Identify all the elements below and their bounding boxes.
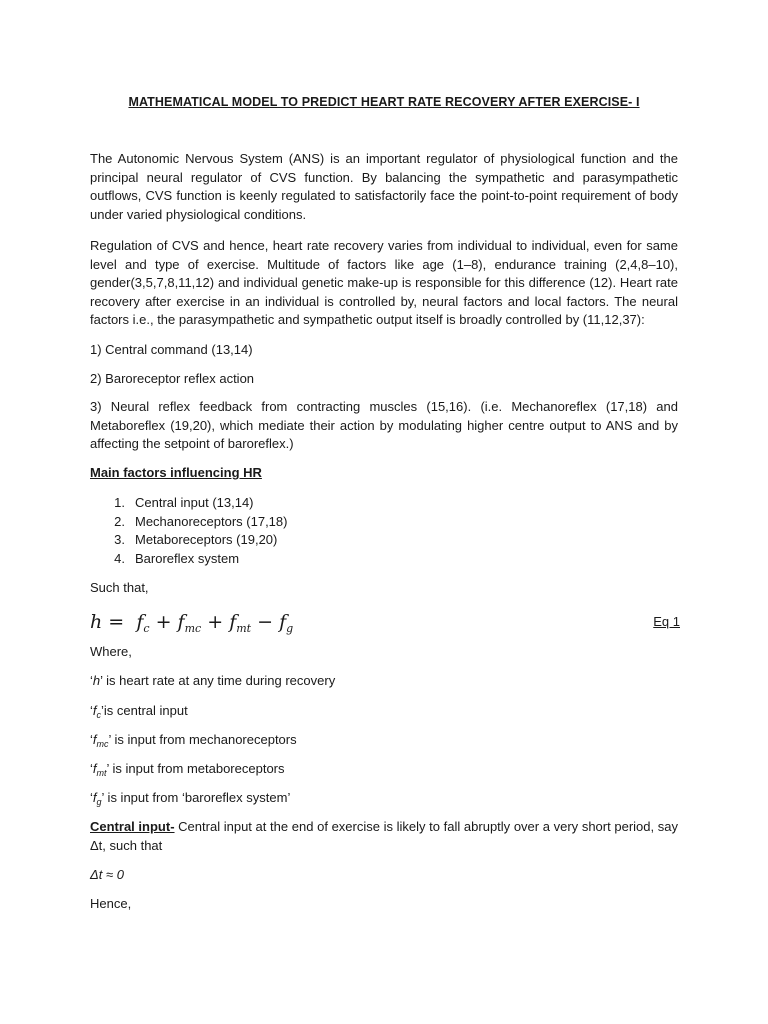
equation-label: Eq 1	[653, 614, 680, 629]
definition-fc: ‘$f_c’is$ central input	[90, 703, 188, 720]
control-item-1: 1) Central command (13,14)	[90, 342, 253, 357]
eq-minus: −	[257, 611, 274, 633]
eq-plus-1: +	[155, 611, 172, 633]
list-item-text: Central input (13,14)	[135, 495, 254, 510]
list-item	[90, 494, 678, 513]
such-that-text: Such that,	[90, 580, 149, 595]
definition-fg: ‘$f_g$’ is input from ‘baroreflex system’	[90, 790, 291, 807]
list-item-number: 1.	[114, 495, 125, 510]
list-item-text: Metaboreceptors (19,20)	[135, 532, 278, 547]
central-input-heading: Central input-	[90, 819, 175, 834]
regulation-paragraph: Regulation of CVS and hence, heart rate recovery varies from individual to individual, even for same level and type of exercise. Multitude of factors like age (1–8), endurance training (2,4,8–10), gender(3,5,7,8,11,12) and individual genetic make-up is responsible for this difference (12). Heart rate recovery after exercise in an individual is controlled by, neural factors and local factors. The neural factors i.e., the parasympathetic and sympathetic output itself is broadly controlled by (11,12,37):	[90, 238, 678, 327]
factors-list	[90, 494, 678, 568]
list-item	[90, 531, 678, 550]
control-item-3: 3) Neural reflex feedback from contracting muscles (15,16). (i.e. Mechanoreflex (17,18) and Metaboreflex (19,20), which mediate their action by modulating higher centre output to ANS and by affecting the setpoint of baroreflex.)	[90, 399, 678, 451]
list-item-text: Mechanoreceptors (17,18)	[135, 513, 288, 529]
factors-heading: Main factors influencing HR	[90, 465, 262, 480]
eq-fmt: $f_{mt}$	[229, 611, 252, 635]
definition-h: ‘h’ is heart rate at any time during recovery	[90, 673, 336, 688]
delta-expression: Δt ≈ 0	[90, 867, 124, 882]
eq-fmc: $f_{mc}$	[177, 611, 202, 635]
equation-1	[90, 608, 680, 636]
eq-fc: $f_c$	[136, 611, 150, 635]
central-input-text: Central input at the end of exercise is likely to fall abruptly over a very short period, say Δt, such that	[90, 819, 678, 853]
definition-fmc: ‘$f_{mc}$’ is input from mechanoreceptors	[90, 732, 297, 749]
central-input-paragraph	[90, 818, 678, 855]
eq-plus-2: +	[207, 611, 224, 633]
control-item-2: 2) Baroreceptor reflex action	[90, 371, 255, 386]
list-item	[90, 550, 678, 569]
list-item-text: Baroreflex system	[135, 550, 240, 566]
definition-fmt: ‘$f_{mt}$’ is input from metaboreceptors	[90, 761, 285, 778]
eq-h: h	[90, 611, 103, 633]
list-item-number: 4.	[114, 550, 125, 566]
list-item-number: 3.	[114, 532, 125, 547]
page-title: MATHEMATICAL MODEL TO PREDICT HEART RATE RECOVERY AFTER EXERCISE- I	[128, 95, 640, 109]
where-text: Where,	[90, 644, 132, 659]
eq-equals: =	[108, 611, 125, 633]
list-item	[90, 513, 678, 532]
hence-text: Hence,	[90, 896, 132, 911]
intro-paragraph: The Autonomic Nervous System (ANS) is an important regulator of physiological function and the principal neural regulator of CVS function. By balancing the sympathetic and parasympathetic outflows, CVS function is keenly regulated to satisfactorily face the point-to-point requirement of body under varied physiological conditions.	[90, 151, 678, 222]
eq-fg: $f_g$	[279, 611, 294, 635]
list-item-number: 2.	[114, 513, 125, 529]
